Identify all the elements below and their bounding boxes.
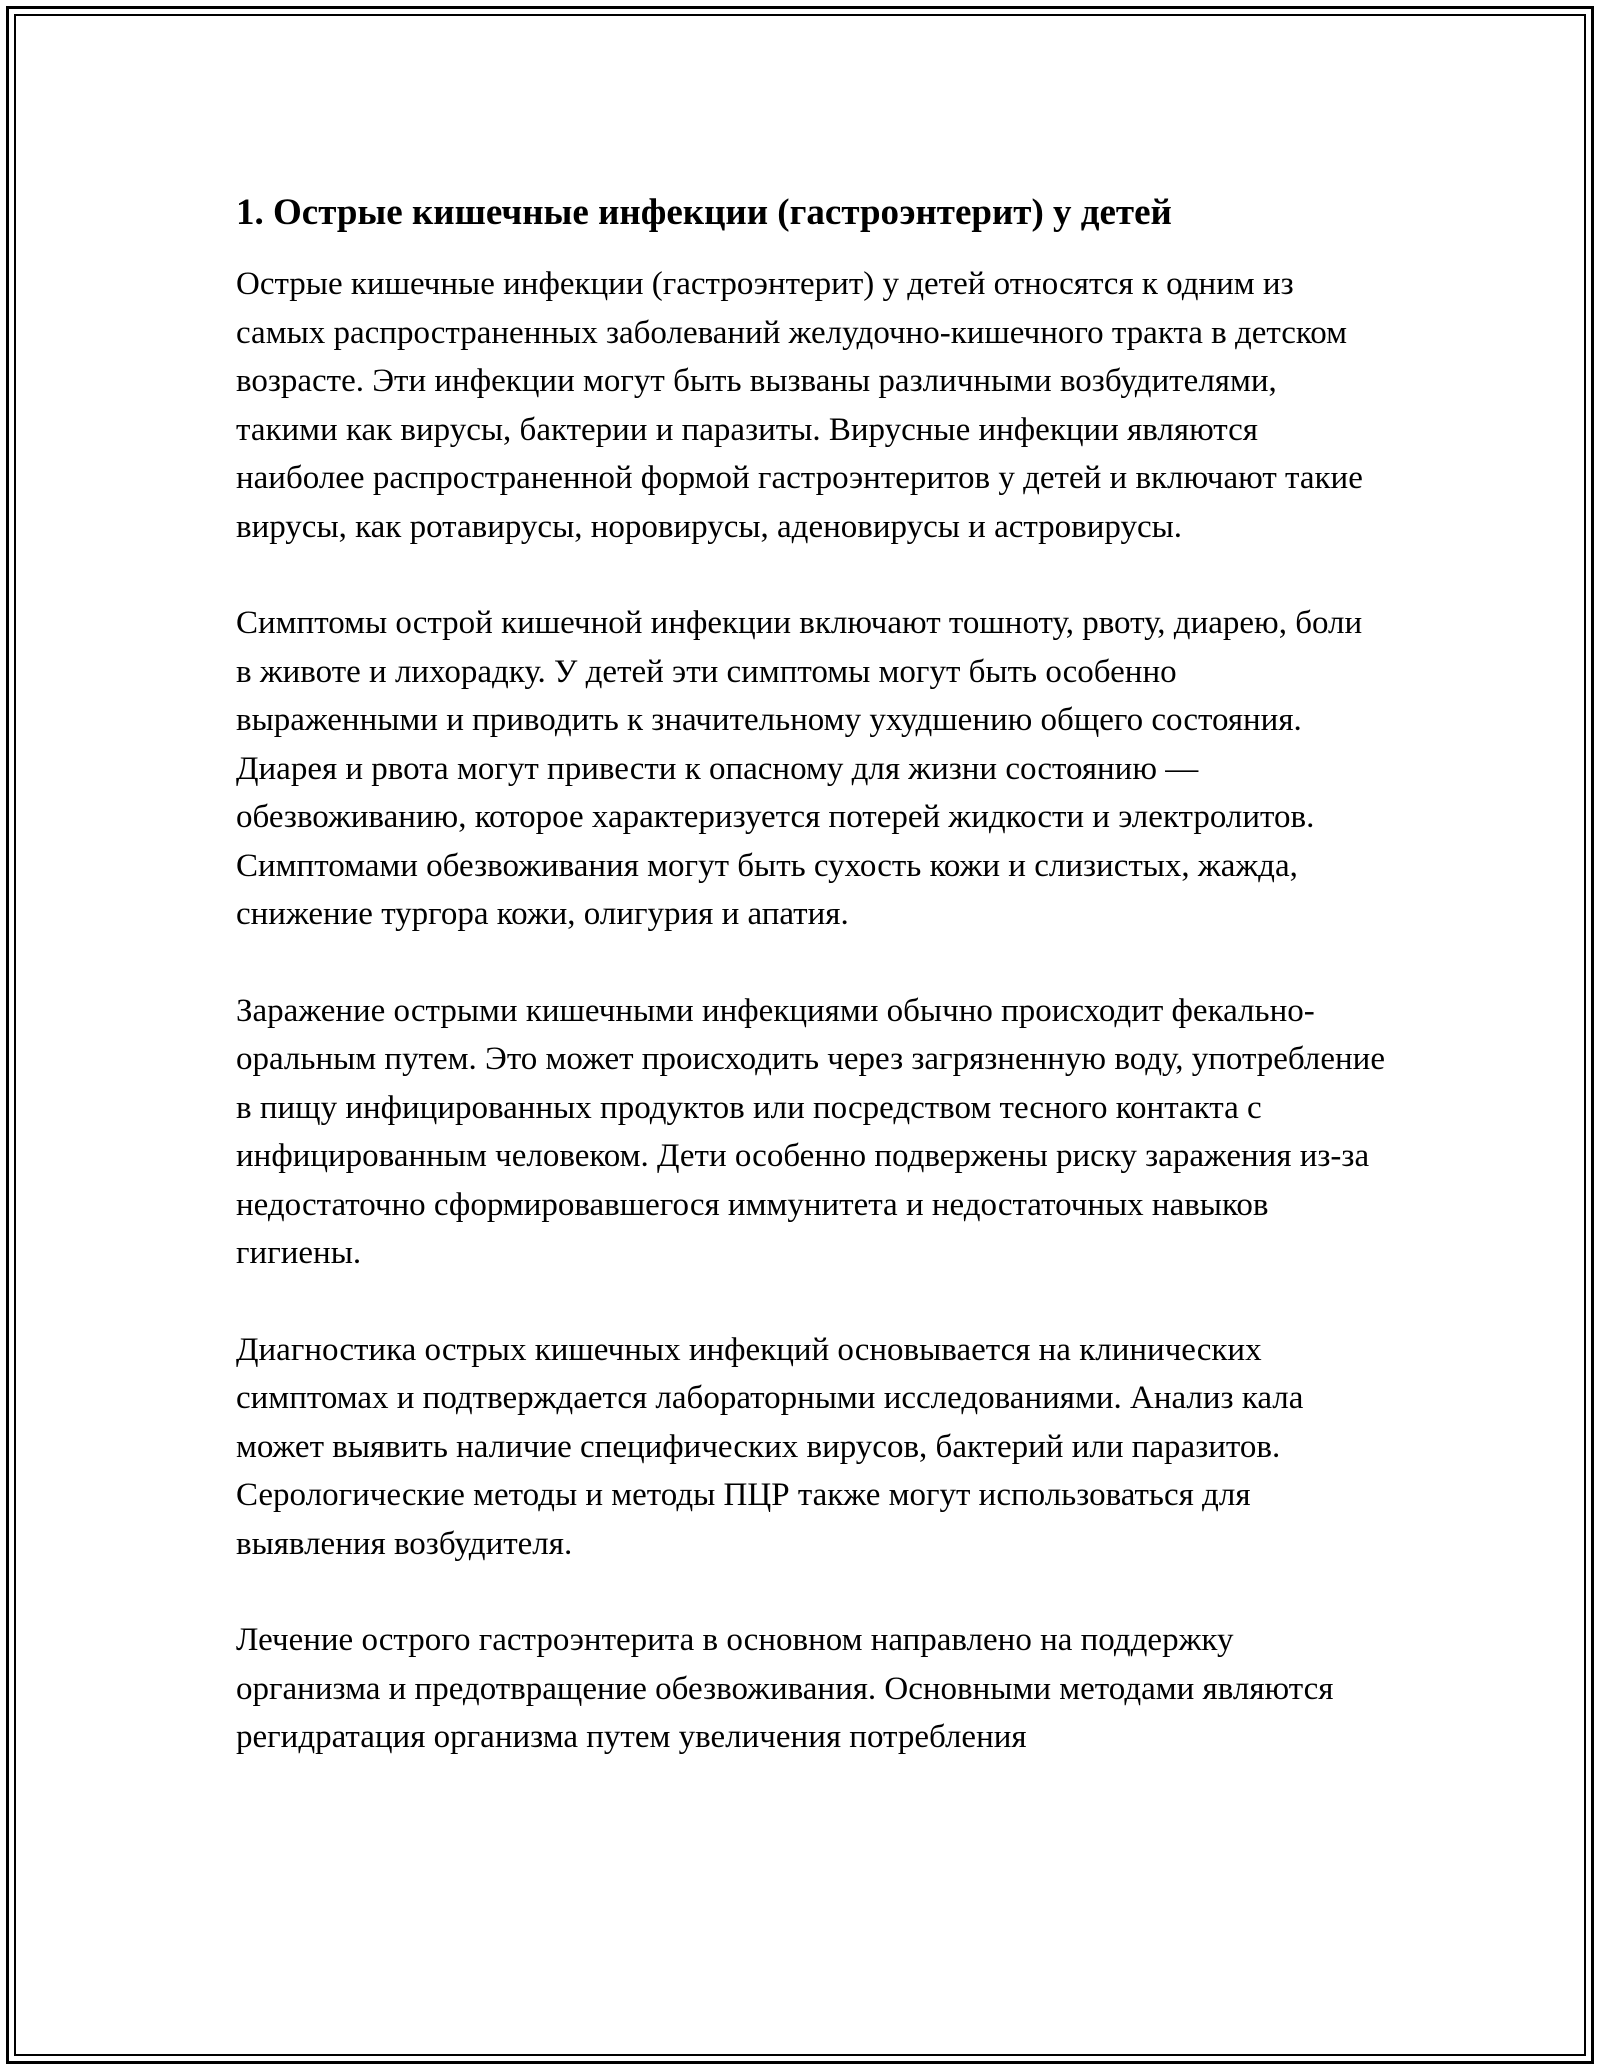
paragraph-5: Лечение острого гастроэнтерита в основном направлено на поддержку организма и предотвращение обезвоживания. Основными методами являются регидратация организма путем увеличения потребления (236, 1622, 1334, 1755)
section-heading: 1. Острые кишечные инфекции (гастроэнтерит) у детей (236, 192, 1172, 233)
document-body (236, 188, 1386, 1810)
paragraph-4: Диагностика острых кишечных инфекций основывается на клинических симптомах и подтверждается лабораторными исследованиями. Анализ кала может выявить наличие специфических вирусов, бактерий или паразитов. Серологические методы и методы ПЦР также могут использоваться для выявления возбудителя. (236, 1331, 1304, 1562)
paragraph-2: Симптомы острой кишечной инфекции включают тошноту, рвоту, диарею, боли в животе и лихорадку. У детей эти симптомы могут быть особенно выраженными и приводить к значительному ухудшению общего состояния. Диарея и рвота могут привести к опасному для жизни состоянию — обезвоживанию, которое характеризуется потерей жидкости и электролитов. Симптомами обезвоживания могут быть сухость кожи и слизистых, жажда, снижение тургора кожи, олигурия и апатия. (236, 605, 1363, 932)
paragraph-3: Заражение острыми кишечными инфекциями обычно происходит фекально-оральным путем. Это может происходить через загрязненную воду, употребление в пищу инфицированных продуктов или посредством тесного контакта с инфицированным человеком. Дети особенно подвержены риску заражения из-за недостаточно сформировавшегося иммунитета и недостаточных навыков гигиены. (236, 992, 1385, 1271)
paragraph-1: Острые кишечные инфекции (гастроэнтерит) у детей относятся к одним из самых распространенных заболеваний желудочно-кишечного тракта в детском возрасте. Эти инфекции могут быть вызваны различными возбудителями, такими как вирусы, бактерии и паразиты. Вирусные инфекции являются наиболее распространенной формой гастроэнтеритов у детей и включают такие вирусы, как ротавирусы, норовирусы, аденовирусы и астровирусы. (236, 266, 1363, 545)
